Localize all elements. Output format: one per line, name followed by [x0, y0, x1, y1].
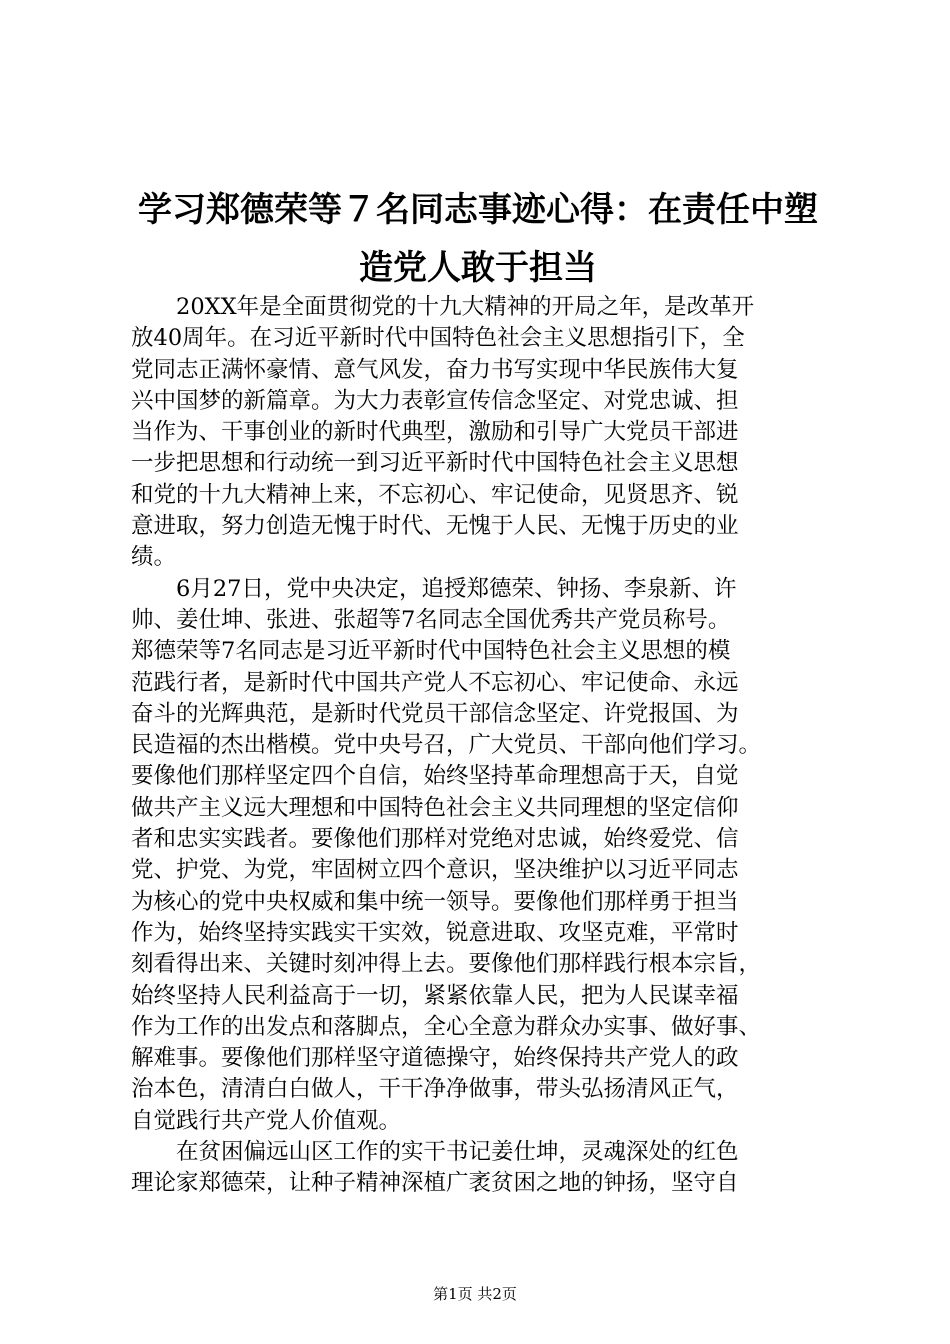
body-line: 党同志正满怀豪情、意气风发，奋力书写实现中华民族伟大复	[131, 356, 739, 383]
body-line: 始终坚持人民利益高于一切，紧紧依靠人民，把为人民谋幸福	[131, 982, 739, 1009]
document-title-line-2: 造党人敢于担当	[359, 248, 597, 288]
body-line: 刻看得出来、关键时刻冲得上去。要像他们那样践行根本宗旨，	[131, 951, 762, 978]
body-line: 者和忠实实践者。要像他们那样对党绝对忠诚，始终爱党、信	[131, 826, 739, 853]
document-body	[131, 292, 851, 1200]
body-line: 意进取，努力创造无愧于时代、无愧于人民、无愧于历史的业	[131, 513, 739, 540]
body-line: 当作为、干事创业的新时代典型，激励和引导广大党员干部进	[131, 419, 739, 446]
page-footer: 第1页 共2页	[433, 1285, 517, 1303]
body-line: 民造福的杰出楷模。党中央号召，广大党员、干部向他们学习。	[131, 732, 762, 759]
body-line: 理论家郑德荣，让种子精神深植广袤贫困之地的钟扬，坚守自	[131, 1170, 739, 1197]
document-title-line-1: 学习郑德荣等７名同志事迹心得：在责任中塑	[138, 190, 818, 230]
body-line: 6月27日，党中央决定，追授郑德荣、钟扬、李泉新、许	[176, 575, 737, 602]
body-line: 作为，始终坚持实践实干实效，锐意进取、攻坚克难，平常时	[131, 919, 739, 946]
body-line: 一步把思想和行动统一到习近平新时代中国特色社会主义思想	[131, 450, 739, 477]
body-line: 范践行者，是新时代中国共产党人不忘初心、牢记使命、永远	[131, 669, 739, 696]
body-line: 绩。	[131, 544, 177, 571]
body-line: 帅、姜仕坤、张进、张超等7名同志全国优秀共产党员称号。	[131, 606, 731, 633]
body-line: 要像他们那样坚定四个自信，始终坚持革命理想高于天，自觉	[131, 763, 739, 790]
body-line: 20XX年是全面贯彻党的十九大精神的开局之年，是改革开	[176, 294, 755, 320]
body-line: 作为工作的出发点和落脚点，全心全意为群众办实事、做好事、	[131, 1013, 762, 1040]
body-line: 在贫困偏远山区工作的实干书记姜仕坤，灵魂深处的红色	[176, 1139, 739, 1166]
body-line: 兴中国梦的新篇章。为大力表彰宣传信念坚定、对党忠诚、担	[131, 387, 739, 414]
body-line: 为核心的党中央权威和集中统一领导。要像他们那样勇于担当	[131, 888, 739, 915]
body-line: 和党的十九大精神上来，不忘初心、牢记使命，见贤思齐、锐	[131, 481, 739, 508]
body-line: 做共产主义远大理想和中国特色社会主义共同理想的坚定信仰	[131, 794, 739, 821]
body-line: 治本色，清清白白做人，干干净净做事，带头弘扬清风正气，	[131, 1076, 739, 1103]
body-line: 自觉践行共产党人价值观。	[131, 1107, 402, 1134]
body-line: 放40周年。在习近平新时代中国特色社会主义思想指引下，全	[131, 325, 745, 352]
body-line: 奋斗的光辉典范，是新时代党员干部信念坚定、许党报国、为	[131, 700, 739, 727]
body-line: 郑德荣等7名同志是习近平新时代中国特色社会主义思想的模	[131, 638, 731, 665]
body-line: 党、护党、为党，牢固树立四个意识，坚决维护以习近平同志	[131, 857, 739, 884]
body-line: 解难事。要像他们那样坚守道德操守，始终保持共产党人的政	[131, 1045, 739, 1072]
